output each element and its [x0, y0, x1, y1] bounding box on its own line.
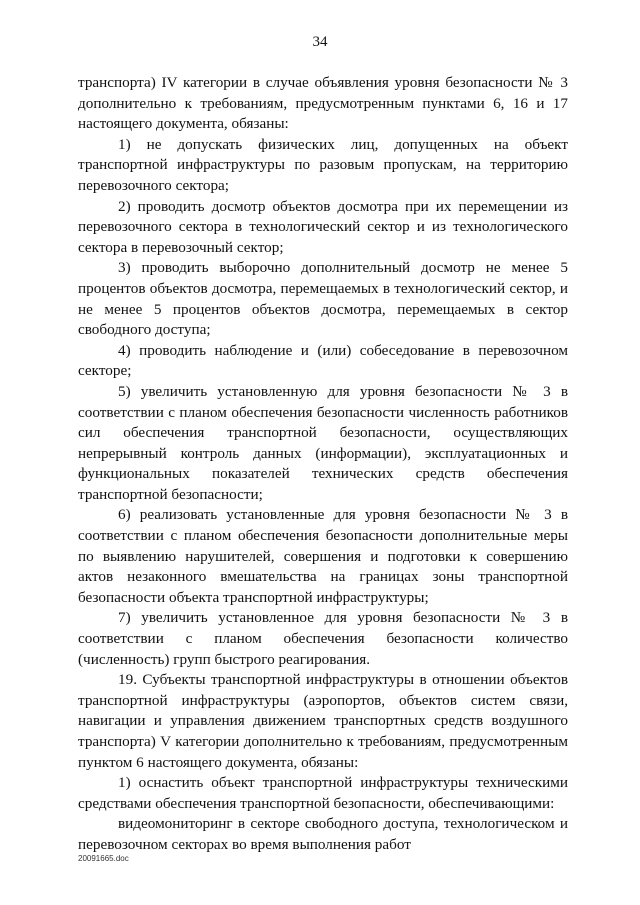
list-item: 1) оснастить объект транспортной инфраструктуры техническими средствами обеспечения транспортной безопасности, обеспечивающими:: [78, 774, 568, 812]
footer-filename: 20091665.doc: [78, 854, 129, 863]
list-item: 5) увеличить установленную для уровня безопасности № 3 в соответствии с планом обеспечения безопасности численность работников сил обеспечения транспортной безопасности, осуществляющих непрерывный контроль данных (информации), эксплуатационных и функциональных показателей технических средств обеспечения транспортной безопасности;: [78, 382, 568, 503]
document-body: [78, 73, 568, 856]
list-item: 6) реализовать установленные для уровня безопасности № 3 в соответствии с планом обеспечения безопасности дополнительные меры по выявлению нарушителей, совершения и подготовки к совершению актов незаконного вмешательства на границах зоны транспортной безопасности объекта транспортной инфраструктуры;: [78, 506, 568, 606]
list-item: 1) не допускать физических лиц, допущенных на объект транспортной инфраструктуры по разовым пропускам, на территорию перевозочного сектора;: [78, 135, 568, 194]
list-item: 2) проводить досмотр объектов досмотра при их перемещении из перевозочного сектора в технологический сектор и из технологического сектора в перевозочный сектор;: [78, 197, 568, 256]
list-item: 3) проводить выборочно дополнительный досмотр не менее 5 процентов объектов досмотра, перемещаемых в технологический сектор, и не менее 5 процентов объектов досмотра, перемещаемых в сектор свободного доступа;: [78, 259, 568, 339]
list-item: 4) проводить наблюдение и (или) собеседование в перевозочном секторе;: [78, 341, 568, 380]
page-number: 34: [312, 34, 328, 50]
list-item: 7) увеличить установленное для уровня безопасности № 3 в соответствии с планом обеспечения безопасности количество (численность) групп быстрого реагирования.: [78, 609, 568, 668]
paragraph: видеомониторинг в секторе свободного доступа, технологическом и перевозочном секторах во время выполнения работ: [78, 815, 568, 853]
paragraph: транспорта) IV категории в случае объявления уровня безопасности № 3 дополнительно к требованиям, предусмотренным пунктами 6, 16 и 17 настоящего документа, обязаны:: [78, 74, 568, 133]
section-paragraph: 19. Субъекты транспортной инфраструктуры в отношении объектов транспортной инфраструктуры (аэропортов, объектов систем связи, навигации и управления движением транспортных средств воздушного транспорта) V категории дополнительно к требованиям, предусмотренным пунктом 6 настоящего документа, обязаны:: [78, 671, 568, 771]
